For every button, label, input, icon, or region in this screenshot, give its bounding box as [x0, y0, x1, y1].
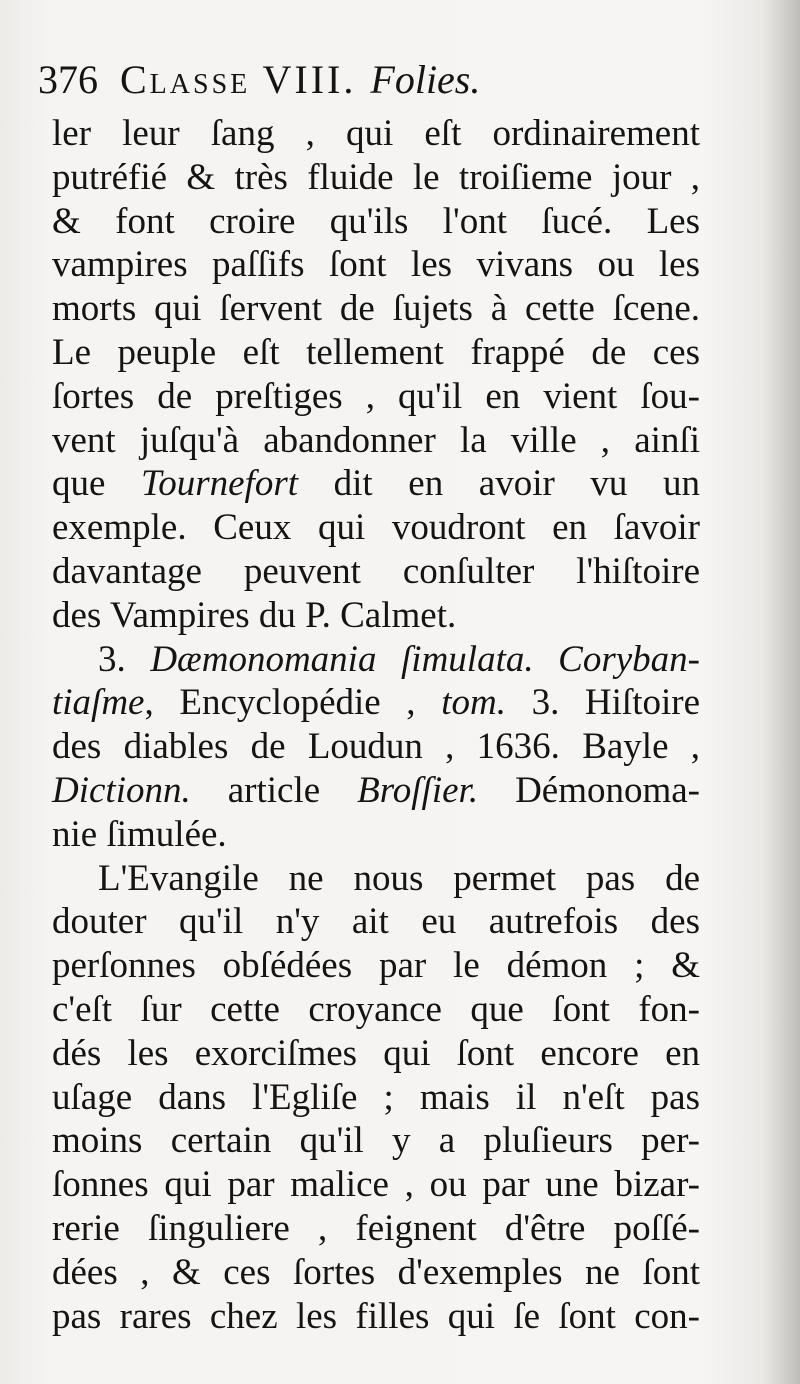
body-text: [52, 112, 700, 1338]
text-line: putréfié & très fluide le troiſieme jour ,: [52, 156, 700, 198]
text-line: [52, 462, 700, 506]
text-run: dit en avoir vu un: [333, 463, 701, 505]
text-line: & font croire qu'ils l'ont ſucé. Les: [52, 200, 700, 242]
page-number: 376: [38, 57, 98, 102]
text-line: des diables de Loudun , 1636. Bayle ,: [52, 726, 700, 768]
text-line: pas rares chez les filles qui ſe ſont con-: [52, 1295, 700, 1337]
text-line: vampires paſſifs ſont les vivans ou les: [52, 244, 700, 286]
text-run-italic: tiaſme: [52, 682, 145, 724]
author-name-italic: Tournefort: [141, 463, 299, 505]
text-line: perſonnes obſédées par le démon ; &: [52, 945, 700, 987]
text-line: dées , & ces ſortes d'exemples ne ſont: [52, 1251, 700, 1293]
entry-title-italic: Dæmonomania ſimulata. Coryban-: [150, 638, 701, 680]
section-title: Folies.: [370, 57, 481, 102]
text-line: douter qu'il n'y ait eu autrefois des: [52, 901, 700, 943]
text-line: rerie ſinguliere , feignent d'être poſſé-: [52, 1207, 700, 1249]
text-line: [52, 769, 700, 813]
text-line: exemple. Ceux qui voudront en ſavoir: [52, 507, 700, 549]
running-title: Classe VIII.: [120, 57, 357, 102]
text-run-italic: Dictionn.: [52, 769, 191, 811]
text-line: uſage dans l'Egliſe ; mais il n'eſt pas: [52, 1076, 700, 1118]
text-run: article: [227, 769, 321, 811]
text-line: Le peuple eſt tellement frappé de ces: [52, 331, 700, 373]
text-line: moins certain qu'il y a pluſieurs per-: [52, 1120, 700, 1162]
text-line: ſortes de preſtiges , qu'il en vient ſou-: [52, 375, 700, 417]
text-run-italic: Broſſier.: [357, 769, 479, 811]
text-line: des Vampires du P. Calmet.: [52, 594, 457, 636]
text-line: davantage peuvent conſulter l'hiſtoire: [52, 550, 700, 592]
entry-heading-line: [52, 638, 700, 682]
text-line: [52, 681, 700, 725]
text-line: vent juſqu'à abandonner la ville , ainſi: [52, 419, 700, 461]
text-run: que: [52, 463, 106, 505]
text-line: c'eſt ſur cette croyance que ſont fon-: [52, 988, 700, 1030]
page-gutter-shadow: [762, 0, 800, 1384]
text-line: nie ſimulée.: [52, 813, 227, 855]
text-line: ſonnes qui par malice , ou par une bizar-: [52, 1164, 700, 1206]
text-line: morts qui ſervent de ſujets à cette ſcene.: [52, 288, 700, 330]
running-header: [38, 52, 758, 108]
entry-number: 3.: [98, 638, 126, 680]
text-line: dés les exorciſmes qui ſont encore en: [52, 1032, 700, 1074]
text-run: Démonoma-: [515, 769, 701, 811]
text-run-italic: tom.: [441, 682, 506, 724]
text-line: ler leur ſang , qui eſt ordinairement: [52, 113, 700, 154]
text-run: 3. Hiſtoire: [531, 682, 701, 724]
text-run: , Encyclopédie ,: [144, 682, 416, 724]
text-line: L'Evangile ne nous permet pas de: [98, 857, 700, 899]
